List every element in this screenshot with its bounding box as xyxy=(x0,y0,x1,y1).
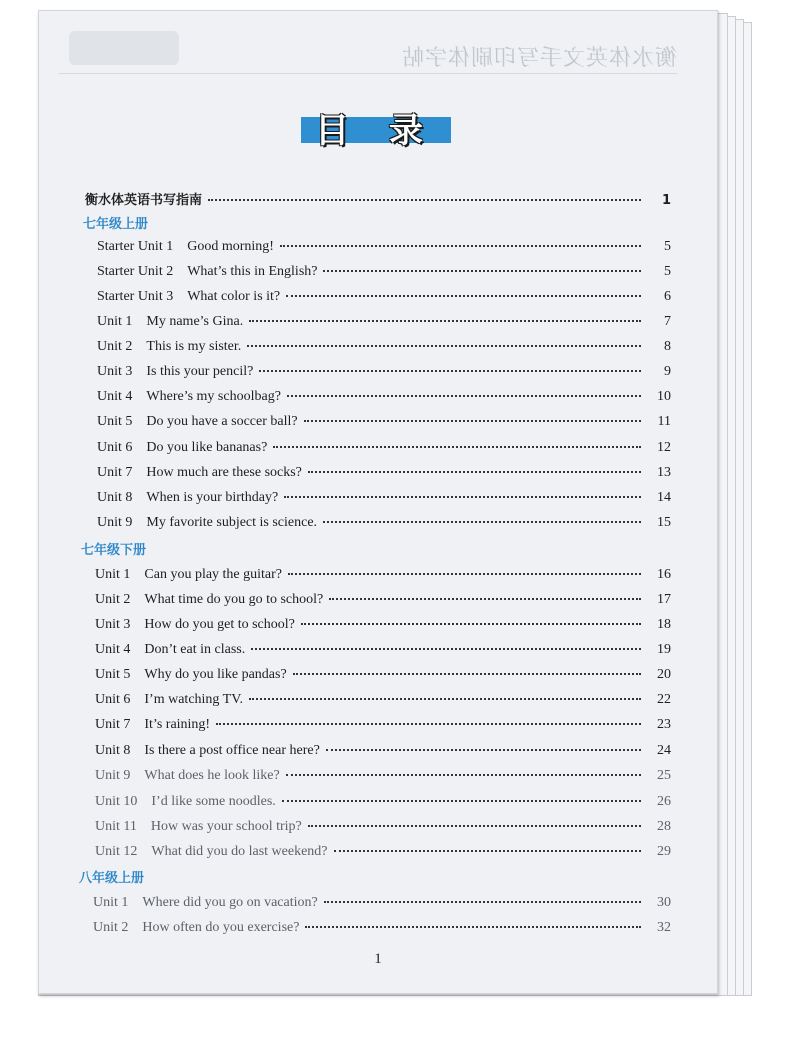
dot-leader xyxy=(288,572,641,575)
page-number: 28 xyxy=(657,819,671,834)
dot-leader xyxy=(249,319,641,322)
page-number: 24 xyxy=(657,743,671,758)
page-number: 32 xyxy=(657,920,671,935)
unit-label: Unit 1 xyxy=(93,895,129,910)
dot-leader xyxy=(284,495,641,498)
unit-title: Can you play the guitar? xyxy=(144,567,283,582)
unit-title: Is there a post office near here? xyxy=(144,743,320,758)
unit-title: What’s this in English? xyxy=(187,264,318,279)
toc-row[interactable] xyxy=(97,389,671,405)
section-heading-grade7-vol2: 七年级下册 xyxy=(81,543,147,558)
header-divider xyxy=(59,73,677,74)
unit-label: Starter Unit 2 xyxy=(97,264,174,279)
unit-title: When is your birthday? xyxy=(146,490,279,505)
toc-row[interactable] xyxy=(95,819,671,835)
page-number: 15 xyxy=(657,515,671,530)
unit-title: Where’s my schoolbag? xyxy=(146,389,281,404)
toc-row[interactable] xyxy=(93,895,671,911)
dot-leader xyxy=(293,672,641,675)
page-number: 14 xyxy=(657,490,671,505)
unit-label: Unit 6 xyxy=(97,440,133,455)
dot-leader xyxy=(208,198,641,201)
toc-row[interactable] xyxy=(95,844,671,860)
page-number: 5 xyxy=(664,239,671,254)
unit-title: This is my sister. xyxy=(146,339,242,354)
unit-label: Unit 9 xyxy=(97,515,133,530)
toc-row[interactable] xyxy=(97,289,671,305)
page-number: 26 xyxy=(657,794,671,809)
unit-title: My name’s Gina. xyxy=(146,314,244,329)
page-number: 16 xyxy=(657,567,671,582)
guide-page: 1 xyxy=(661,193,671,208)
unit-title: What color is it? xyxy=(187,289,281,304)
dot-leader xyxy=(251,647,641,650)
dot-leader xyxy=(324,900,641,903)
unit-title: Do you have a soccer ball? xyxy=(146,414,298,429)
dot-leader xyxy=(323,269,641,272)
toc-row[interactable] xyxy=(95,794,671,810)
page-title: 目 录 xyxy=(315,111,437,151)
dot-leader xyxy=(282,799,641,802)
toc-row[interactable] xyxy=(97,465,671,481)
unit-title: How often do you exercise? xyxy=(142,920,300,935)
publisher-logo xyxy=(69,31,179,65)
toc-row[interactable] xyxy=(97,440,671,456)
unit-title: Where did you go on vacation? xyxy=(142,895,318,910)
dot-leader xyxy=(249,697,641,700)
book-page xyxy=(38,10,718,994)
page-number: 20 xyxy=(657,667,671,682)
page-number: 17 xyxy=(657,592,671,607)
unit-title: It’s raining! xyxy=(144,717,211,732)
unit-title: I’m watching TV. xyxy=(144,692,244,707)
toc-row[interactable] xyxy=(97,414,671,430)
toc-row-guide[interactable] xyxy=(85,189,671,208)
dot-leader xyxy=(308,824,641,827)
page-number: 22 xyxy=(657,692,671,707)
dot-leader xyxy=(326,748,641,751)
dot-leader xyxy=(286,294,641,297)
toc-row[interactable] xyxy=(97,515,671,531)
unit-title: What did you do last weekend? xyxy=(151,844,328,859)
unit-label: Starter Unit 1 xyxy=(97,239,174,254)
unit-title: What time do you go to school? xyxy=(144,592,324,607)
toc-row[interactable] xyxy=(97,490,671,506)
unit-label: Unit 4 xyxy=(95,642,131,657)
page-number: 10 xyxy=(657,389,671,404)
unit-title: Is this your pencil? xyxy=(146,364,254,379)
toc-row[interactable] xyxy=(97,339,671,355)
toc-row[interactable] xyxy=(95,617,671,633)
unit-label: Unit 11 xyxy=(95,819,137,834)
unit-label: Unit 1 xyxy=(97,314,133,329)
unit-label: Starter Unit 3 xyxy=(97,289,174,304)
dot-leader xyxy=(301,622,641,625)
unit-title: How do you get to school? xyxy=(144,617,295,632)
page-number: 19 xyxy=(657,642,671,657)
page-number: 13 xyxy=(657,465,671,480)
page-number: 7 xyxy=(664,314,671,329)
dot-leader xyxy=(308,470,641,473)
unit-title: Don’t eat in class. xyxy=(144,642,246,657)
page-footer-number: 1 xyxy=(374,951,382,967)
unit-label: Unit 7 xyxy=(95,717,131,732)
toc-row[interactable] xyxy=(97,314,671,330)
dot-leader xyxy=(304,419,641,422)
page-number: 11 xyxy=(657,414,671,429)
unit-title: Why do you like pandas? xyxy=(144,667,287,682)
unit-title: My favorite subject is science. xyxy=(146,515,318,530)
dot-leader xyxy=(216,722,641,725)
dot-leader xyxy=(323,520,641,523)
page-number: 23 xyxy=(657,717,671,732)
dot-leader xyxy=(329,597,641,600)
unit-label: Unit 5 xyxy=(97,414,133,429)
unit-label: Unit 2 xyxy=(95,592,131,607)
unit-label: Unit 7 xyxy=(97,465,133,480)
page-number: 9 xyxy=(664,364,671,379)
page-number: 12 xyxy=(657,440,671,455)
dot-leader xyxy=(247,344,641,347)
unit-label: Unit 2 xyxy=(97,339,133,354)
dot-leader xyxy=(287,394,641,397)
unit-label: Unit 9 xyxy=(95,768,131,783)
toc-row[interactable] xyxy=(95,692,671,708)
page-number: 25 xyxy=(657,768,671,783)
header-watermark-title: 衡水体英文手写印刷体字帖 xyxy=(400,46,677,71)
page-number: 6 xyxy=(664,289,671,304)
guide-label: 衡水体英语书写指南 xyxy=(85,193,203,208)
dot-leader xyxy=(334,849,641,852)
dot-leader xyxy=(286,773,641,776)
unit-label: Unit 8 xyxy=(95,743,131,758)
toc-row[interactable] xyxy=(97,239,671,255)
unit-label: Unit 4 xyxy=(97,389,133,404)
toc-row[interactable] xyxy=(95,567,671,583)
toc-row[interactable] xyxy=(97,364,671,380)
toc-row[interactable] xyxy=(95,642,671,658)
unit-label: Unit 8 xyxy=(97,490,133,505)
page-number: 5 xyxy=(664,264,671,279)
unit-label: Unit 6 xyxy=(95,692,131,707)
dot-leader xyxy=(280,244,641,247)
page-number: 29 xyxy=(657,844,671,859)
dot-leader xyxy=(273,445,641,448)
toc-row[interactable] xyxy=(97,264,671,280)
section-heading-grade7-vol1: 七年级上册 xyxy=(83,217,149,232)
unit-label: Unit 2 xyxy=(93,920,129,935)
unit-label: Unit 12 xyxy=(95,844,138,859)
page-number: 8 xyxy=(664,339,671,354)
unit-label: Unit 5 xyxy=(95,667,131,682)
toc-row[interactable] xyxy=(95,592,671,608)
unit-label: Unit 3 xyxy=(95,617,131,632)
dot-leader xyxy=(259,369,641,372)
unit-title: I’d like some noodles. xyxy=(151,794,276,809)
unit-label: Unit 10 xyxy=(95,794,138,809)
unit-label: Unit 3 xyxy=(97,364,133,379)
unit-title: What does he look like? xyxy=(144,768,280,783)
page-number: 18 xyxy=(657,617,671,632)
toc-row[interactable] xyxy=(93,920,671,936)
page-number: 30 xyxy=(657,895,671,910)
toc-row[interactable] xyxy=(95,717,671,733)
unit-title: How was your school trip? xyxy=(150,819,302,834)
unit-title: Good morning! xyxy=(187,239,274,254)
toc-row[interactable] xyxy=(95,768,671,784)
toc-row[interactable] xyxy=(95,743,671,759)
section-heading-grade8-vol1: 八年级上册 xyxy=(79,871,145,886)
dot-leader xyxy=(305,925,641,928)
unit-label: Unit 1 xyxy=(95,567,131,582)
toc-row[interactable] xyxy=(95,667,671,683)
unit-title: How much are these socks? xyxy=(146,465,302,480)
unit-title: Do you like bananas? xyxy=(146,440,268,455)
